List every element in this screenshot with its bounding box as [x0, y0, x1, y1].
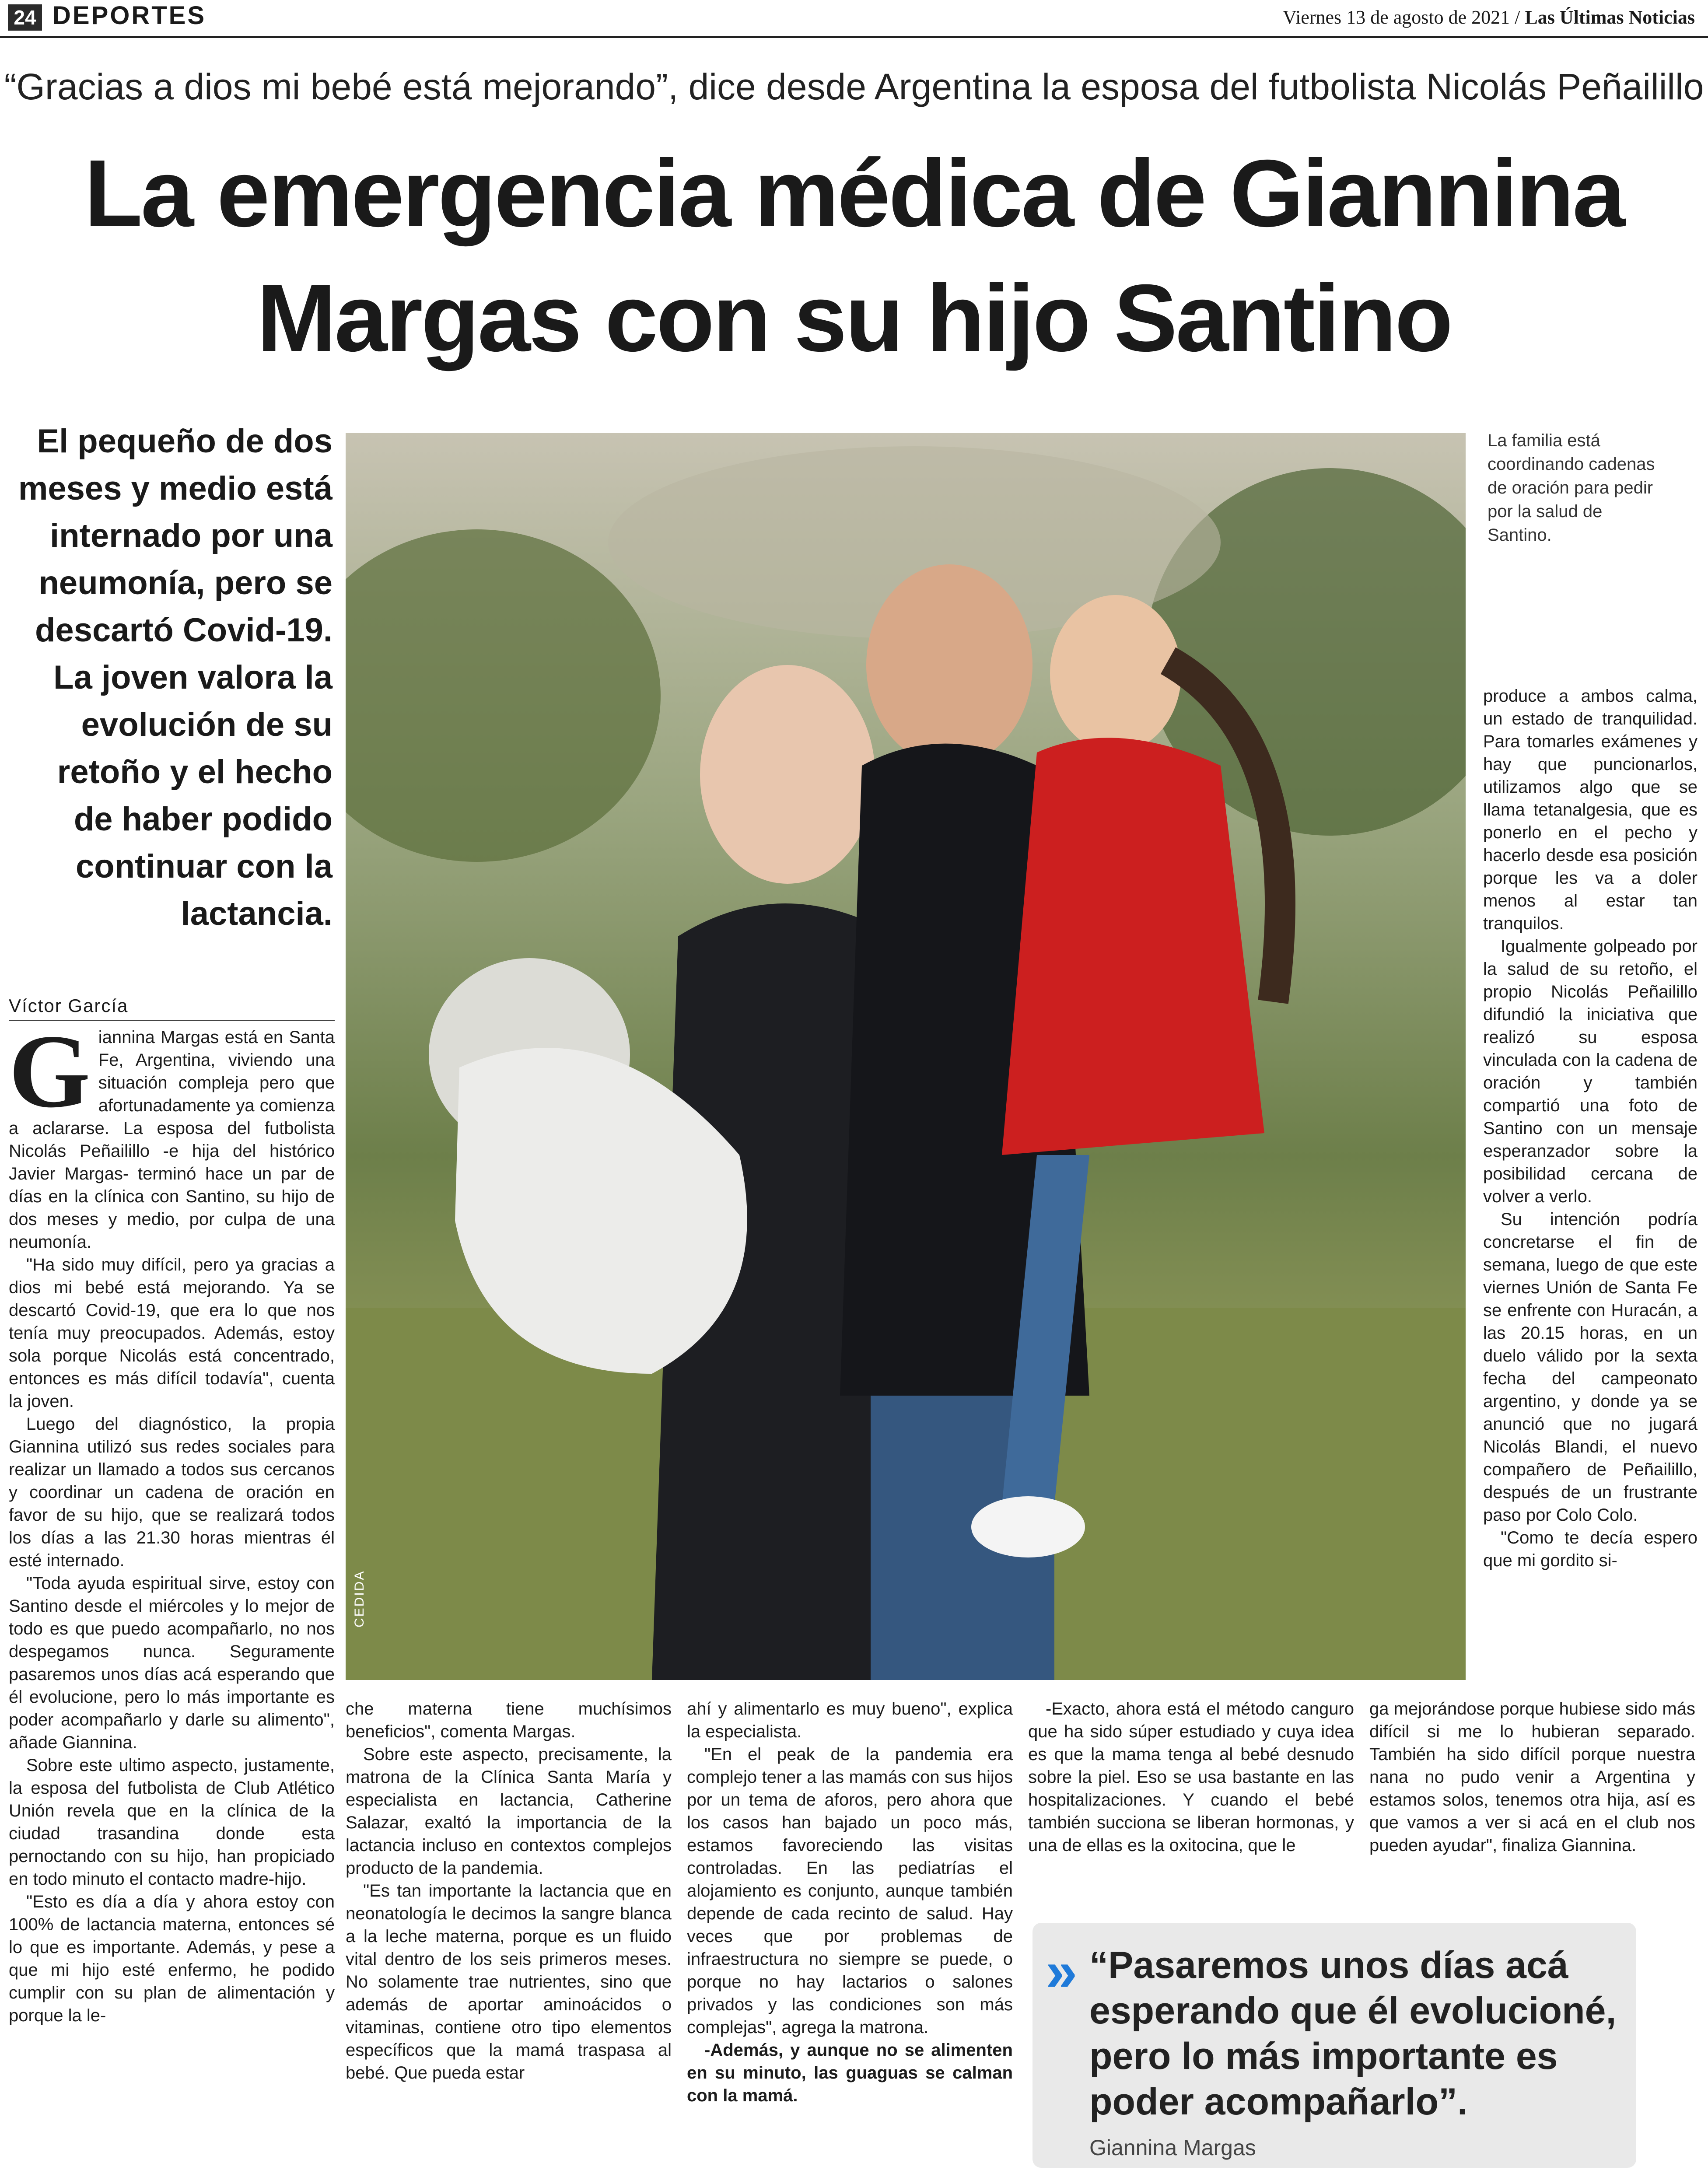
pull-quote: “Pasaremos unos días acá esperando que él evolucioné, pero lo más importante es poder acompañarlo”.	[1089, 1944, 1617, 2123]
header-rule	[0, 36, 1708, 38]
paragraph: "Esto es día a día y ahora estoy con 100% de lactancia materna, entonces sé lo que es importante. Además, y pese a que mi hijo esté enfermo, he podido cumplir con su plan de alimentación y porque la le-	[9, 1892, 335, 2025]
paragraph: Igualmente golpeado por la salud de su retoño, el propio Nicolás Peñailillo difundió la iniciativa que realizó su esposa vinculada con la cadena de oración y también compartió una foto de Santino con un mensaje esperanzador sobre la posibilidad cercana de volver a verlo.	[1483, 937, 1698, 1206]
newspaper-name: Las Últimas Noticias	[1525, 7, 1695, 28]
paragraph: "Como te decía espero que mi gordito si-	[1483, 1528, 1698, 1570]
paragraph: "Ha sido muy difícil, pero ya gracias a dios mi bebé está mejorando. Ya se descartó Covid-19, que era lo que nos tenía muy preocupados. Además, estoy sola porque Nicolás está concentrado, entonces es más difícil todavía", cuenta la joven.	[9, 1255, 335, 1411]
issue-date: Viernes 13 de agosto de 2021 /	[1282, 7, 1520, 28]
dateline	[1283, 6, 1695, 28]
headline-line-2: Margas con su hijo Santino	[256, 265, 1452, 371]
family-photo	[346, 433, 1466, 1680]
photo-illustration	[346, 433, 1466, 1680]
pull-quote-author: Giannina Margas	[1089, 2135, 1256, 2160]
paragraph: che materna tiene muchísimos beneficios", comenta Margas.	[346, 1699, 672, 1741]
paragraph: produce a ambos calma, un estado de tranquilidad. Para tomarles exámenes y hay que puncionarlos, utilizamos algo que se llama tetanalgesia, que es ponerlo en el pecho y hacerlo desde esa posición porque les va a doler menos al estar tan tranquilos.	[1483, 686, 1698, 933]
paragraph: Sobre este aspecto, precisamente, la matrona de la Clínica Santa María y especialista en lactancia, Catherine Salazar, exaltó la importancia de la lactancia incluso en contextos complejos producto de la pandemia.	[346, 1745, 672, 1878]
kicker: “Gracias a dios mi bebé está mejorando”, dice desde Argentina la esposa del futbolista Nicolás Peñailillo	[4, 66, 1704, 107]
drop-cap: G	[9, 1013, 91, 1129]
body-column-1	[9, 1013, 335, 2027]
paragraph: -Además, y aunque no se alimenten en su minuto, las guaguas se calman con la mamá.	[687, 2040, 1013, 2105]
body-column-5	[1369, 1698, 1695, 1857]
photo-caption: La familia está coordinando cadenas de oración para pedir por la salud de Santino.	[1488, 431, 1655, 545]
paragraph: ga mejorándose porque hubiese sido más difícil si me lo hubieran separado. También ha sido difícil porque nuestra nana no pudo venir a Argentina y estamos solos, tenemos otra hija, así es que vamos a ver si acá en el club nos pueden ayudar", finaliza Giannina.	[1369, 1699, 1695, 1855]
body-column-right	[1483, 685, 1698, 1572]
photo-credit: CEDIDA	[352, 1570, 367, 1628]
lead-paragraph: El pequeño de dos meses y medio está internado por una neumonía, pero se descartó Covid-19. La joven valora la evolución de su retoño y el hecho de haber podido continuar con la lactancia.	[18, 423, 332, 932]
paragraph: Su intención podría concretarse el fin de semana, luego de que este viernes Unión de Santa Fe se enfrente con Huracán, a las 20.15 horas, en un duelo válido por la sexta fecha del campeonato argentino, y donde ya se anunció que no jugará Nicolás Blandi, el nuevo compañero de Peñailillo, después de un frustrante paso por Colo Colo.	[1483, 1210, 1698, 1525]
paragraph: ahí y alimentarlo es muy bueno", explica la especialista.	[687, 1699, 1013, 1741]
paragraph: "Es tan importante la lactancia que en neonatología le decimos la sangre blanca a la leche materna, porque es un fluido vital dentro de los seis primeros meses. No solamente trae nutrientes, sino que además de aportar aminoácidos o vitaminas, contiene otro tipo elementos específicos que la mamá traspasa al bebé. Que pueda estar	[346, 1881, 672, 2082]
body-column-4	[1028, 1698, 1354, 1857]
headline-line-1: La emergencia médica de Giannina	[84, 140, 1624, 247]
paragraph: iannina Margas está en Santa Fe, Argentina, viviendo una situación compleja pero que afortunadamente ya comienza a aclararse. La esposa del futbolista Nicolás Peñailillo -e hija del histórico Javier Margas- terminó hace un par de días en la clínica con Santino, su hijo de dos meses y medio, por culpa de una neumonía.	[9, 1028, 335, 1252]
paragraph: Sobre este ultimo aspecto, justamente, la esposa del futbolista de Club Atlético Unión revela que en la clínica de la ciudad trasandina donde esta pernoctando con su hijo, han propiciado en todo minuto el contacto madre-hijo.	[9, 1756, 335, 1889]
paragraph: -Exacto, ahora está el método canguro que ha sido súper estudiado y cuya idea es que la mama tenga al bebé desnudo sobre la piel. Eso se usa bastante en las hospitalizaciones. Y cuando el bebé también succiona se liberan hormonas, y una de ellas es la oxitocina, que le	[1028, 1699, 1354, 1855]
byline: Víctor García	[9, 995, 335, 1021]
paragraph: "En el peak de la pandemia era complejo tener a las mamás con sus hijos por un tema de aforos, pero ahora que los casos han bajado un poco más, estamos favoreciendo las visitas controladas. En las pediatrías el alojamiento es conjunto, aunque también depende de cada recinto de salud. Hay veces que por problemas de infraestructura no siempre se puede, o porque no hay lactarios o salones privados y las condiciones son más complejas", agrega la matrona.	[687, 1745, 1013, 2037]
double-chevron-icon: »	[1046, 1939, 1078, 2003]
body-column-2	[346, 1698, 672, 2084]
headline	[0, 131, 1708, 381]
page-number: 24	[8, 4, 42, 31]
paragraph: "Toda ayuda espiritual sirve, estoy con Santino desde el miércoles y lo mejor de todo es que puedo acompañarlo, no nos despegamos nunca. Seguramente pasaremos unos días acá esperando que él evolucione, pero lo más importante es poder acompañarlo y darle su alimento", añade Giannina.	[9, 1574, 335, 1752]
paragraph: Luego del diagnóstico, la propia Giannina utilizó sus redes sociales para realizar un llamado a todos sus cercanos y coordinar un cadena de oración en favor de su hijo, que se realizará todos los días a las 21.30 horas mientras él esté internado.	[9, 1414, 335, 1570]
body-column-3	[687, 1698, 1013, 2107]
section-title: DEPORTES	[52, 1, 206, 30]
